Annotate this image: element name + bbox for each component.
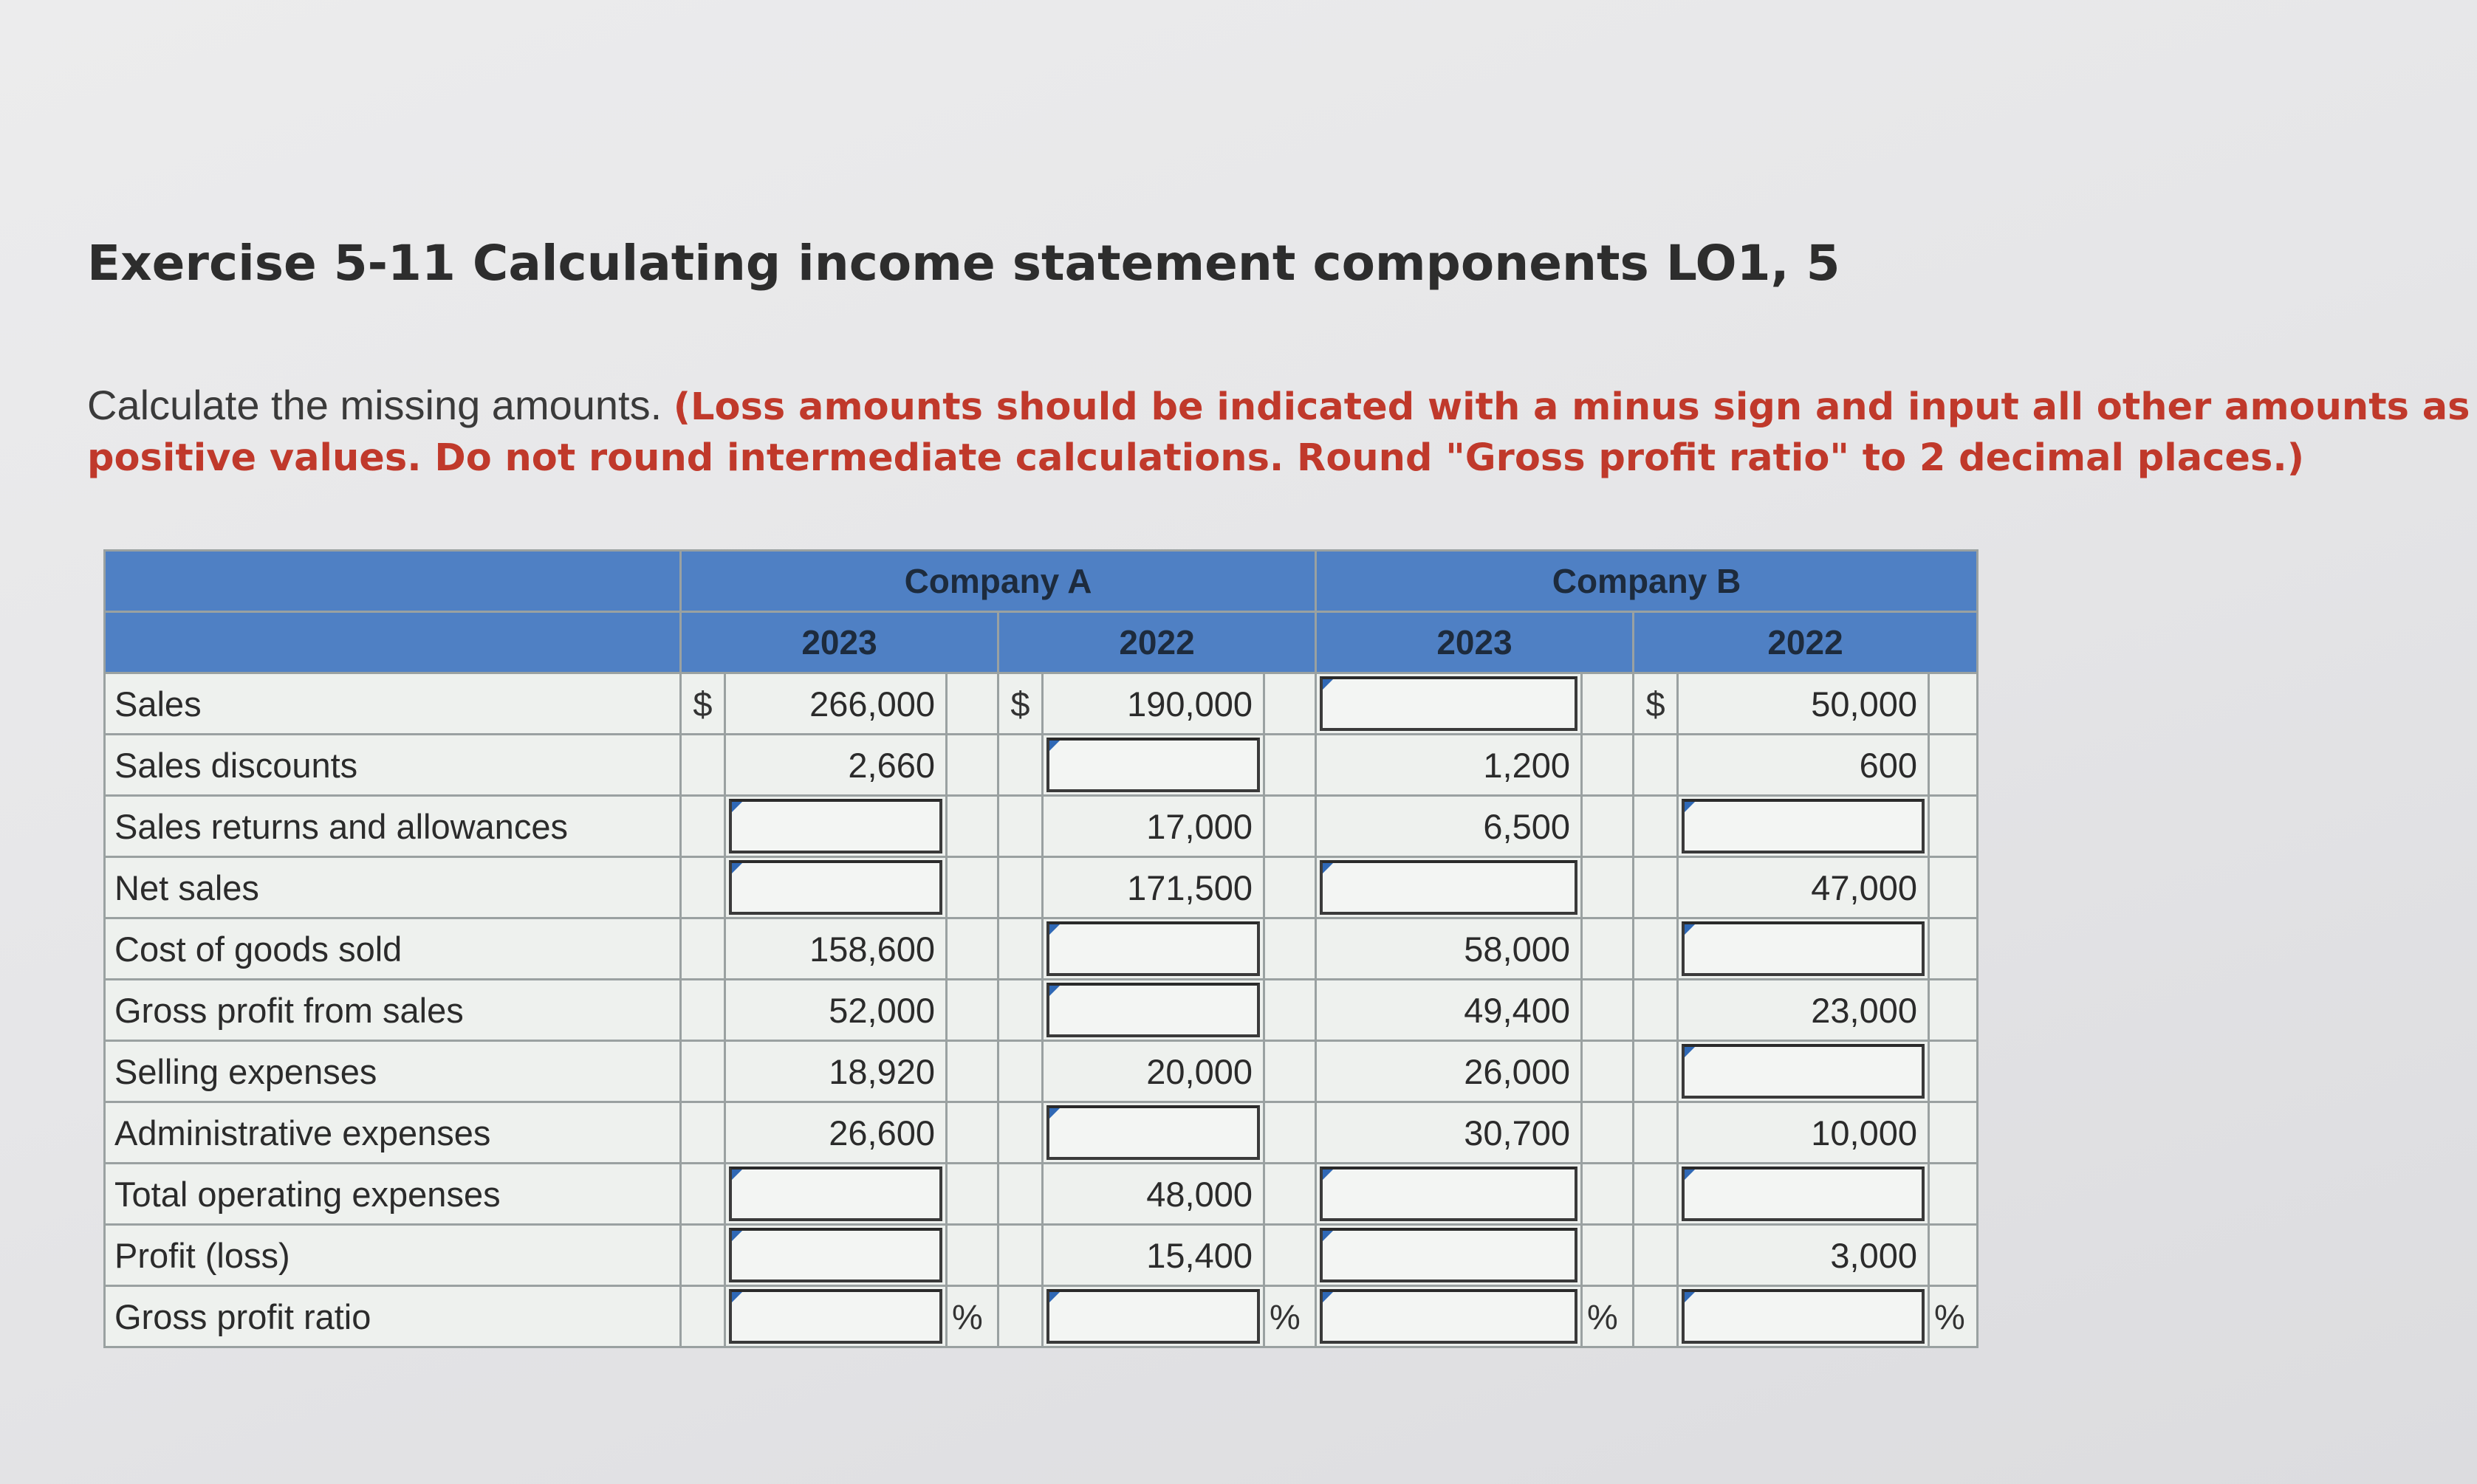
company-a-header: Company A	[681, 551, 1316, 612]
currency-symbol	[1634, 735, 1678, 796]
company-header-row	[105, 551, 1978, 612]
currency-symbol	[681, 857, 725, 918]
income-statement-table	[103, 549, 1978, 1348]
statement-row	[105, 857, 1978, 918]
amount-value: 26,000	[1316, 1041, 1582, 1102]
percent-symbol	[1264, 673, 1316, 735]
header-blank	[105, 612, 681, 673]
amount-value: 30,700	[1316, 1102, 1582, 1164]
amount-value: 171,500	[1043, 857, 1264, 918]
row-label: Cost of goods sold	[105, 918, 681, 980]
percent-symbol	[947, 1102, 998, 1164]
percent-symbol	[1582, 673, 1634, 735]
total-operating-expenses-b2023-input[interactable]	[1320, 1167, 1577, 1221]
currency-symbol	[998, 1164, 1043, 1225]
answer-cell	[1678, 1041, 1929, 1102]
percent-symbol	[1582, 796, 1634, 857]
profit-loss-a2023-input[interactable]	[729, 1228, 942, 1282]
currency-symbol	[681, 735, 725, 796]
amount-value: 15,400	[1043, 1225, 1264, 1286]
currency-symbol: $	[998, 673, 1043, 735]
administrative-expenses-a2022-input[interactable]	[1046, 1105, 1260, 1160]
amount-value: 23,000	[1678, 980, 1929, 1041]
amount-value: 158,600	[725, 918, 947, 980]
percent-symbol	[1264, 1225, 1316, 1286]
percent-symbol	[1264, 980, 1316, 1041]
answer-cell	[1043, 918, 1264, 980]
row-label: Profit (loss)	[105, 1225, 681, 1286]
amount-value: 600	[1678, 735, 1929, 796]
statement-row	[105, 980, 1978, 1041]
answer-cell	[1678, 918, 1929, 980]
statement-row	[105, 1164, 1978, 1225]
percent-symbol	[1929, 673, 1978, 735]
percent-symbol	[947, 1041, 998, 1102]
row-label: Total operating expenses	[105, 1164, 681, 1225]
percent-symbol	[1929, 918, 1978, 980]
answer-cell	[1043, 735, 1264, 796]
row-label: Selling expenses	[105, 1041, 681, 1102]
amount-value: 10,000	[1678, 1102, 1929, 1164]
answer-cell	[1316, 857, 1582, 918]
percent-symbol	[1264, 1164, 1316, 1225]
statement-row	[105, 673, 1978, 735]
percent-symbol	[1264, 857, 1316, 918]
amount-value: 49,400	[1316, 980, 1582, 1041]
sales-b2023-input[interactable]	[1320, 676, 1577, 731]
currency-symbol	[998, 1041, 1043, 1102]
sales-returns-and-allowances-a2023-input[interactable]	[729, 799, 942, 853]
currency-symbol	[681, 1164, 725, 1225]
answer-cell	[725, 857, 947, 918]
percent-symbol	[1929, 735, 1978, 796]
year-header-a-2022: 2022	[998, 612, 1316, 673]
percent-symbol	[947, 673, 998, 735]
percent-symbol	[947, 857, 998, 918]
statement-row	[105, 1041, 1978, 1102]
gross-profit-ratio-b2022-input[interactable]	[1682, 1289, 1925, 1344]
currency-symbol	[998, 1225, 1043, 1286]
year-header-b-2023: 2023	[1316, 612, 1634, 673]
currency-symbol	[1634, 1164, 1678, 1225]
amount-value: 3,000	[1678, 1225, 1929, 1286]
answer-cell	[725, 796, 947, 857]
answer-cell	[1316, 673, 1582, 735]
total-operating-expenses-b2022-input[interactable]	[1682, 1167, 1925, 1221]
answer-cell	[1678, 1286, 1929, 1347]
amount-value: 18,920	[725, 1041, 947, 1102]
row-label: Gross profit from sales	[105, 980, 681, 1041]
currency-symbol	[1634, 857, 1678, 918]
currency-symbol	[998, 1102, 1043, 1164]
percent-symbol: %	[1582, 1286, 1634, 1347]
exercise-title: Exercise 5-11 Calculating income statement components LO1, 5	[87, 235, 1840, 292]
amount-value: 26,600	[725, 1102, 947, 1164]
statement-row	[105, 1286, 1978, 1347]
currency-symbol: $	[681, 673, 725, 735]
percent-symbol	[1582, 1102, 1634, 1164]
gross-profit-ratio-b2023-input[interactable]	[1320, 1289, 1577, 1344]
percent-symbol	[1264, 735, 1316, 796]
percent-symbol	[1929, 1041, 1978, 1102]
net-sales-b2023-input[interactable]	[1320, 860, 1577, 915]
percent-symbol	[1582, 857, 1634, 918]
percent-symbol	[1929, 980, 1978, 1041]
answer-cell	[1316, 1286, 1582, 1347]
answer-cell	[1316, 1225, 1582, 1286]
currency-symbol	[998, 1286, 1043, 1347]
percent-symbol	[1582, 980, 1634, 1041]
answer-cell	[1043, 1102, 1264, 1164]
percent-symbol	[1582, 1225, 1634, 1286]
row-label: Net sales	[105, 857, 681, 918]
year-header-b-2022: 2022	[1634, 612, 1978, 673]
answer-cell	[1043, 980, 1264, 1041]
percent-symbol: %	[1264, 1286, 1316, 1347]
amount-value: 190,000	[1043, 673, 1264, 735]
percent-symbol	[1929, 796, 1978, 857]
percent-symbol: %	[947, 1286, 998, 1347]
currency-symbol	[1634, 980, 1678, 1041]
amount-value: 47,000	[1678, 857, 1929, 918]
amount-value: 50,000	[1678, 673, 1929, 735]
answer-cell	[1678, 796, 1929, 857]
cost-of-goods-sold-a2022-input[interactable]	[1046, 921, 1260, 976]
percent-symbol	[947, 980, 998, 1041]
percent-symbol	[1929, 857, 1978, 918]
percent-symbol	[1929, 1164, 1978, 1225]
instructions-note: (Loss amounts should be indicated with a minus sign and input all other amounts as positive values. Do not round intermediate calculations. Round "Gross profit ratio" to 2 decimal places.)	[87, 385, 2470, 480]
currency-symbol: $	[1634, 673, 1678, 735]
currency-symbol	[1634, 918, 1678, 980]
currency-symbol	[1634, 1225, 1678, 1286]
percent-symbol	[947, 1225, 998, 1286]
sales-returns-and-allowances-b2022-input[interactable]	[1682, 799, 1925, 853]
percent-symbol	[1264, 918, 1316, 980]
percent-symbol	[1264, 1041, 1316, 1102]
statement-row	[105, 918, 1978, 980]
gross-profit-ratio-a2023-input[interactable]	[729, 1289, 942, 1344]
currency-symbol	[1634, 796, 1678, 857]
row-label: Sales	[105, 673, 681, 735]
percent-symbol	[947, 918, 998, 980]
row-label: Administrative expenses	[105, 1102, 681, 1164]
currency-symbol	[681, 980, 725, 1041]
percent-symbol	[1582, 1041, 1634, 1102]
percent-symbol	[947, 796, 998, 857]
total-operating-expenses-a2023-input[interactable]	[729, 1167, 942, 1221]
selling-expenses-b2022-input[interactable]	[1682, 1044, 1925, 1099]
currency-symbol	[1634, 1102, 1678, 1164]
currency-symbol	[681, 1102, 725, 1164]
amount-value: 6,500	[1316, 796, 1582, 857]
row-label: Sales returns and allowances	[105, 796, 681, 857]
currency-symbol	[681, 1225, 725, 1286]
answer-cell	[725, 1164, 947, 1225]
gross-profit-ratio-a2022-input[interactable]	[1046, 1289, 1260, 1344]
answer-cell	[725, 1286, 947, 1347]
header-blank	[105, 551, 681, 612]
percent-symbol	[1582, 918, 1634, 980]
company-b-header: Company B	[1316, 551, 1978, 612]
percent-symbol	[1929, 1102, 1978, 1164]
answer-cell	[1043, 1286, 1264, 1347]
answer-cell	[1678, 1164, 1929, 1225]
currency-symbol	[681, 918, 725, 980]
statement-row	[105, 735, 1978, 796]
gross-profit-from-sales-a2022-input[interactable]	[1046, 983, 1260, 1037]
amount-value: 266,000	[725, 673, 947, 735]
currency-symbol	[1634, 1041, 1678, 1102]
currency-symbol	[681, 1041, 725, 1102]
amount-value: 17,000	[1043, 796, 1264, 857]
currency-symbol	[1634, 1286, 1678, 1347]
row-label: Sales discounts	[105, 735, 681, 796]
currency-symbol	[998, 735, 1043, 796]
percent-symbol: %	[1929, 1286, 1978, 1347]
row-label: Gross profit ratio	[105, 1286, 681, 1347]
percent-symbol	[1264, 796, 1316, 857]
currency-symbol	[998, 796, 1043, 857]
percent-symbol	[1582, 735, 1634, 796]
cost-of-goods-sold-b2022-input[interactable]	[1682, 921, 1925, 976]
currency-symbol	[681, 796, 725, 857]
instructions-lead: Calculate the missing amounts.	[87, 382, 662, 428]
amount-value: 52,000	[725, 980, 947, 1041]
currency-symbol	[998, 857, 1043, 918]
profit-loss-b2023-input[interactable]	[1320, 1228, 1577, 1282]
statement-row	[105, 796, 1978, 857]
percent-symbol	[1264, 1102, 1316, 1164]
year-header-row	[105, 612, 1978, 673]
year-header-a-2023: 2023	[681, 612, 998, 673]
currency-symbol	[681, 1286, 725, 1347]
amount-value: 48,000	[1043, 1164, 1264, 1225]
amount-value: 58,000	[1316, 918, 1582, 980]
sales-discounts-a2022-input[interactable]	[1046, 738, 1260, 792]
instructions	[87, 381, 2473, 483]
answer-cell	[725, 1225, 947, 1286]
amount-value: 20,000	[1043, 1041, 1264, 1102]
amount-value: 2,660	[725, 735, 947, 796]
percent-symbol	[1929, 1225, 1978, 1286]
answer-cell	[1316, 1164, 1582, 1225]
statement-row	[105, 1102, 1978, 1164]
percent-symbol	[947, 735, 998, 796]
currency-symbol	[998, 918, 1043, 980]
amount-value: 1,200	[1316, 735, 1582, 796]
currency-symbol	[998, 980, 1043, 1041]
statement-row	[105, 1225, 1978, 1286]
percent-symbol	[947, 1164, 998, 1225]
net-sales-a2023-input[interactable]	[729, 860, 942, 915]
percent-symbol	[1582, 1164, 1634, 1225]
